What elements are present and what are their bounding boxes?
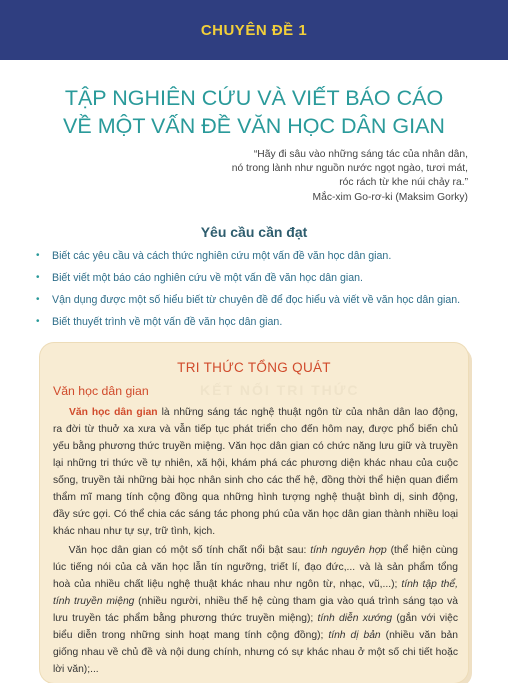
requirements-list bbox=[36, 249, 492, 337]
list-item: • Biết thuyết trình về một vấn đề văn học dân gian. bbox=[36, 316, 283, 328]
page-title bbox=[0, 84, 508, 140]
section-subheading: Văn học dân gian bbox=[53, 384, 149, 398]
title-line-2: VỀ MỘT VẤN ĐỀ VĂN HỌC DÂN GIAN bbox=[63, 114, 445, 138]
list-item: • Vận dụng được một số hiểu biết từ chuyên đề để đọc hiểu và viết về văn học dân gian. bbox=[36, 294, 461, 306]
bullet-icon: • bbox=[36, 250, 40, 261]
bullet-icon: • bbox=[36, 272, 40, 283]
paragraph-2: Văn học dân gian có một số tính chất nổi bật sau: tính nguyên hợp (thể hiện cùng lúc tiếng nói của cả văn học lẫn tín ngưỡng, triết lí, đạo đức,... và là sản phẩm tổng hoà của nhiều chất liệu nghệ thuật khác nhau như ngôn từ, nhạc, vũ,...); tính tập thể, tính truyền miệng (nhiều người, nhiều thế hệ cùng tham gia vào quá trình sáng tạo và lưu truyền tác phẩm bằng phương thức truyền miệng); tính diễn xướng (gắn với việc biểu diễn trong những sinh hoạt mang tính cộng đồng); tính dị bản (nhiều văn bản giống nhau về chủ đề và nội dung chính, nhưng có sự khác nhau ở một số chi tiết hoặc lời văn);... bbox=[53, 545, 459, 675]
quote-line-1: “Hãy đi sâu vào những sáng tác của nhân dân, bbox=[253, 149, 468, 160]
epigraph-quote bbox=[168, 148, 468, 205]
bullet-icon: • bbox=[36, 294, 40, 305]
title-line-1: TẬP NGHIÊN CỨU VÀ VIẾT BÁO CÁO bbox=[64, 86, 444, 110]
quote-author: Mắc-xim Go-rơ-ki (Maksim Gorky) bbox=[312, 191, 468, 203]
bullet-icon: • bbox=[36, 316, 40, 327]
chapter-label: CHUYÊN ĐỀ 1 bbox=[200, 21, 308, 39]
list-item: • Biết các yêu cầu và cách thức nghiên cứu một vấn đề văn học dân gian. bbox=[36, 250, 392, 262]
paragraph-1: Văn học dân gian là những sáng tác nghệ thuật ngôn từ của nhân dân lao động, ra đời từ thuở xa xưa và vẫn tiếp tục phát triển cho đến hôm nay, được phổ biến chủ yếu bằng phương thức truyền miệng. Văn học dân gian có chức năng lưu giữ và truyền lại những tri thức về tự nhiên, xã hội, khám phá các phương diện khác nhau của cuộc sống, truyền tải những bài học nhân sinh cho các thế hệ, đồng thời thể hiện quan điểm thẩm mĩ mang tính cộng đồng qua những hình tượng nghệ thuật bình dị, sinh động, đầy sức gợi. Có thể chia các sáng tác phong phú của văn học dân gian thành nhiều loại khác nhau như tự sự, trữ tình, kịch. bbox=[53, 407, 459, 537]
quote-line-2: nó trong lành như nguồn nước ngọt ngào, tươi mát, bbox=[231, 163, 468, 175]
highlight-term: Văn học dân gian bbox=[68, 407, 158, 418]
requirements-heading: Yêu cầu cần đạt bbox=[200, 224, 308, 240]
knowledge-heading: TRI THỨC TỔNG QUÁT bbox=[177, 360, 331, 375]
quote-line-3: róc rách từ khe núi chảy ra.” bbox=[339, 177, 468, 189]
publisher-watermark: KẾT NỐI TRI THỨC bbox=[200, 382, 360, 398]
chapter-banner bbox=[0, 0, 508, 60]
list-item: • Biết viết một báo cáo nghiên cứu về một vấn đề văn học dân gian. bbox=[36, 272, 363, 284]
